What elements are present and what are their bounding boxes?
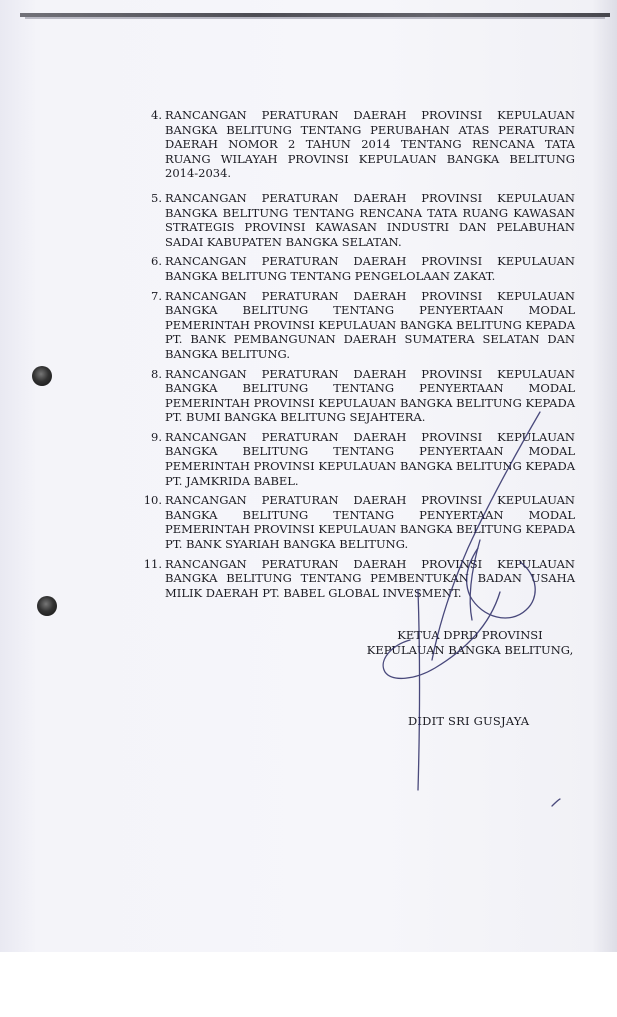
signatory-name: DIDIT SRI GUSJAYA <box>408 714 530 728</box>
signatory-title-line1: KETUA DPRD PROVINSI <box>397 628 543 642</box>
list-item <box>140 254 575 283</box>
list-item <box>140 108 575 181</box>
item-number: 4. <box>151 108 162 122</box>
draft-regulation-list <box>140 108 575 605</box>
item-text: RANCANGAN PERATURAN DAERAH PROVINSI KEPULAUAN BANGKA BELITUNG TENTANG PENYERTAAN MODAL PEMERINTAH PROVINSI KEPULAUAN BANGKA BELITUNG KEPADA PT. BANK PEMBANGUNAN DAERAH SUMATERA SELATAN DAN BANGKA BELITUNG. <box>165 288 575 361</box>
list-item <box>140 191 575 249</box>
list-item <box>140 430 575 488</box>
item-number: 9. <box>151 429 162 444</box>
list-item <box>140 493 575 551</box>
item-text: RANCANGAN PERATURAN DAERAH PROVINSI KEPULAUAN BANGKA BELITUNG TENTANG PERUBAHAN ATAS PERATURAN DAERAH NOMOR 2 TAHUN 2014 TENTANG RENCANA TATA RUANG WILAYAH PROVINSI KEPULAUAN BANGKA BELITUNG 2014-2034. <box>165 108 575 181</box>
item-number: 11. <box>143 556 162 571</box>
item-number: 8. <box>151 366 162 381</box>
punch-hole-top <box>32 366 52 386</box>
item-number: 10. <box>143 493 162 508</box>
punch-hole-bottom <box>37 596 57 616</box>
item-text: RANCANGAN PERATURAN DAERAH PROVINSI KEPULAUAN BANGKA BELITUNG TENTANG PENYERTAAN MODAL PEMERINTAH PROVINSI KEPULAUAN BANGKA BELITUNG KEPADA PT. JAMKRIDA BABEL. <box>165 429 575 488</box>
item-text: RANCANGAN PERATURAN DAERAH PROVINSI KEPULAUAN BANGKA BELITUNG TENTANG PENYERTAAN MODAL PEMERINTAH PROVINSI KEPULAUAN BANGKA BELITUNG KEPADA PT. BANK SYARIAH BANGKA BELITUNG. <box>165 493 575 552</box>
item-number: 7. <box>151 288 162 303</box>
list-item <box>140 367 575 425</box>
item-number: 6. <box>151 254 162 269</box>
page-top-edge-shadow <box>25 17 605 19</box>
list-item <box>140 289 575 362</box>
signatory-block <box>355 628 585 658</box>
list-item <box>140 557 575 601</box>
signatory-title-line2: KEPULAUAN BANGKA BELITUNG, <box>366 643 574 657</box>
item-text: RANCANGAN PERATURAN DAERAH PROVINSI KEPULAUAN BANGKA BELITUNG TENTANG PENGELOLAAN ZAKAT. <box>165 254 575 283</box>
item-text: RANCANGAN PERATURAN DAERAH PROVINSI KEPULAUAN BANGKA BELITUNG TENTANG PEMBENTUKAN BADAN USAHA MILIK DAERAH PT. BABEL GLOBAL INVESMENT. <box>165 556 575 600</box>
item-text: RANCANGAN PERATURAN DAERAH PROVINSI KEPULAUAN BANGKA BELITUNG TENTANG RENCANA TATA RUANG KAWASAN STRATEGIS PROVINSI KAWASAN INDUSTRI DAN PELABUHAN SADAI KABUPATEN BANGKA SELATAN. <box>165 190 575 249</box>
item-number: 5. <box>151 190 162 205</box>
item-text: RANCANGAN PERATURAN DAERAH PROVINSI KEPULAUAN BANGKA BELITUNG TENTANG PENYERTAAN MODAL PEMERINTAH PROVINSI KEPULAUAN BANGKA BELITUNG KEPADA PT. BUMI BANGKA BELITUNG SEJAHTERA. <box>165 366 575 425</box>
